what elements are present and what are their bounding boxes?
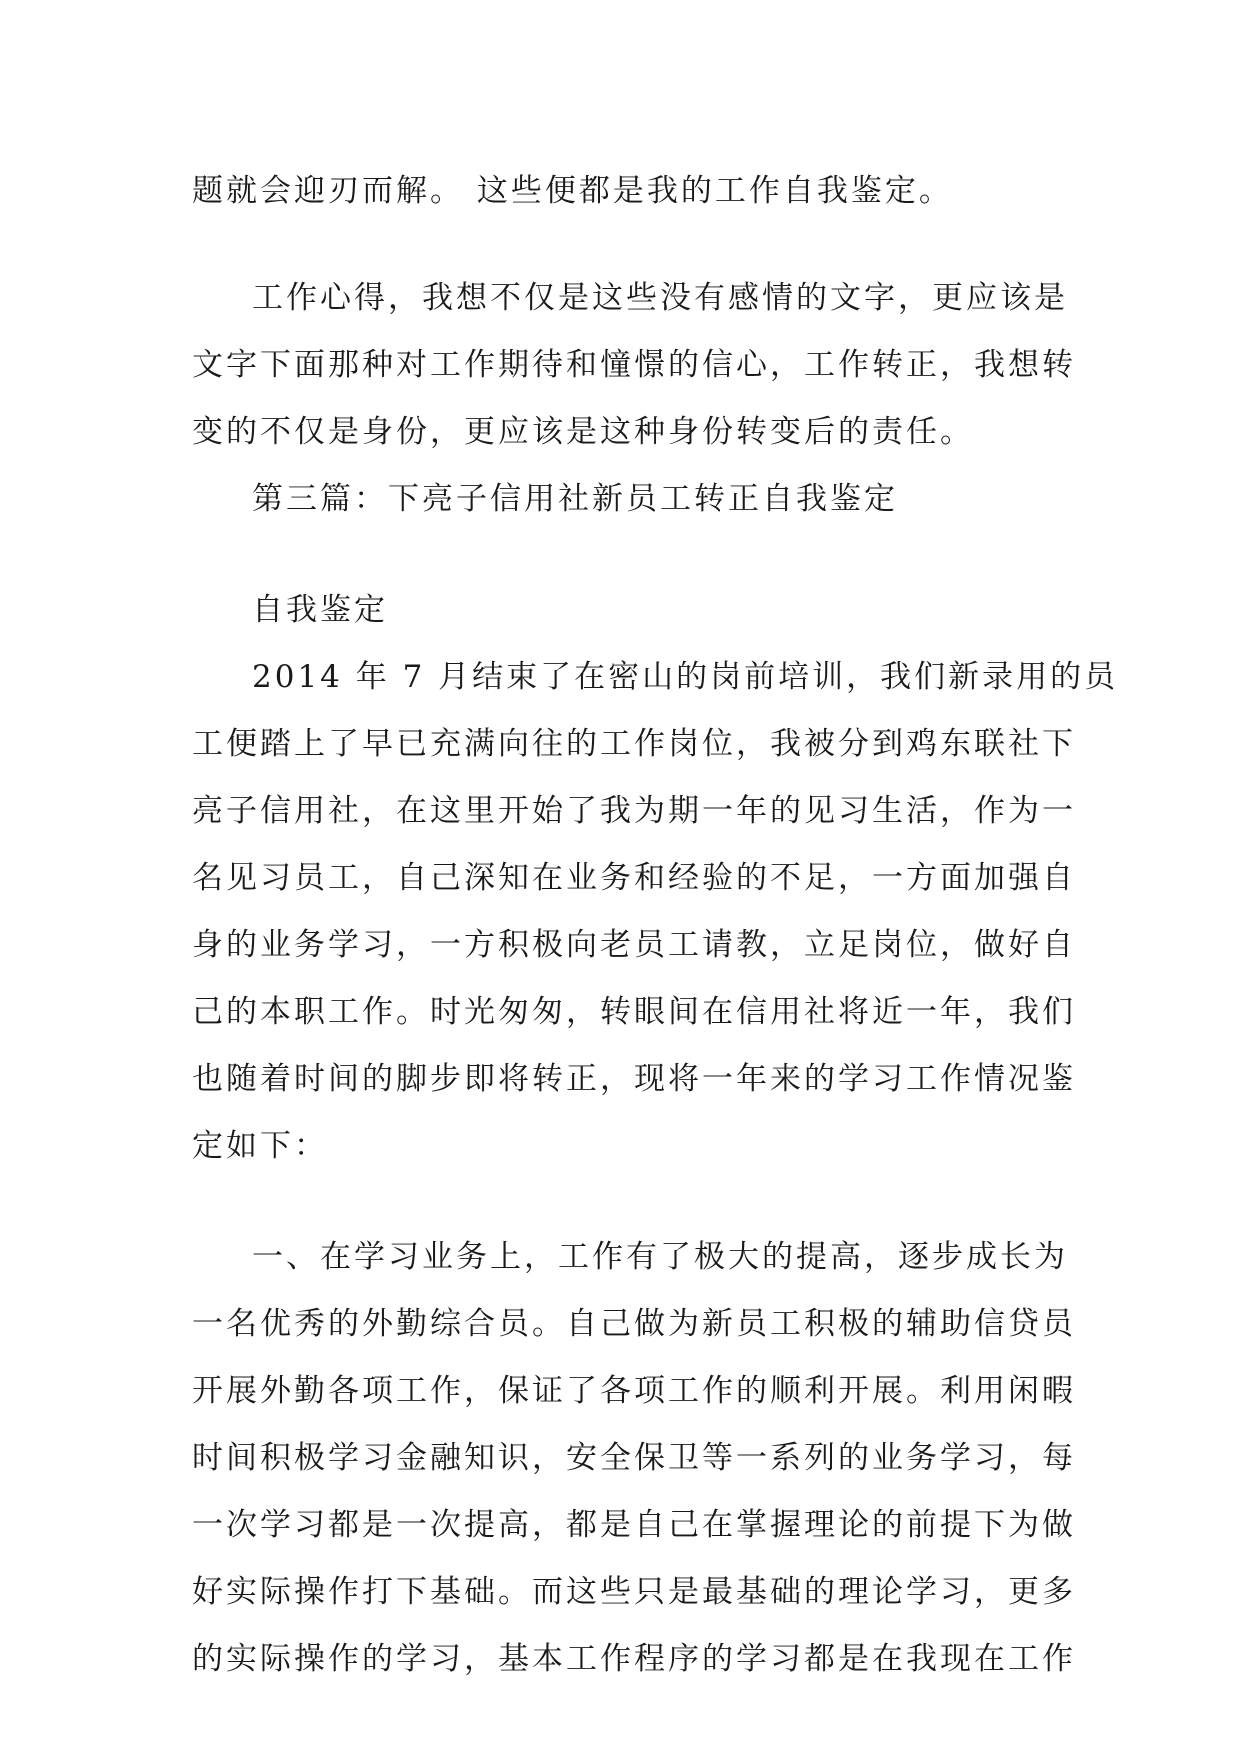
text-line: 文字下面那种对工作期待和憧憬的信心，工作转正，我想转 [192,347,1076,383]
text-line: 自我鉴定 [252,592,388,628]
text-line: 时间积极学习金融知识，安全保卫等一系列的业务学习，每 [192,1440,1076,1476]
text-line: 一、在学习业务上，工作有了极大的提高，逐步成长为 [252,1239,1068,1275]
text-line: 一名优秀的外勤综合员。自己做为新员工积极的辅助信贷员 [192,1306,1076,1342]
text-line: 2014 年 7 月结束了在密山的岗前培训，我们新录用的员 [252,659,1119,695]
section-heading [192,577,1050,644]
reflection-paragraph [192,265,1076,466]
body-paragraph-1 [192,644,1119,1180]
text-line: 一次学习都是一次提高，都是自己在掌握理论的前提下为做 [192,1507,1076,1543]
text-line: 也随着时间的脚步即将转正，现将一年来的学习工作情况鉴 [192,1061,1076,1097]
text-line: 亮子信用社，在这里开始了我为期一年的见习生活，作为一 [192,793,1076,829]
text-line: 第三篇：下亮子信用社新员工转正自我鉴定 [252,481,898,517]
text-line: 工便踏上了早已充满向往的工作岗位，我被分到鸡东联社下 [192,726,1076,762]
text-line: 题就会迎刃而解。 这些便都是我的工作自我鉴定。 [192,173,953,209]
text-line: 的实际操作的学习，基本工作程序的学习都是在我现在工作 [192,1641,1076,1677]
body-paragraph-2 [192,1224,1076,1693]
text-line: 变的不仅是身份，更应该是这种身份转变后的责任。 [192,414,974,450]
article-title [192,466,1050,533]
text-line: 工作心得，我想不仅是这些没有感情的文字，更应该是 [252,280,1068,316]
text-line: 身的业务学习，一方积极向老员工请教，立足岗位，做好自 [192,927,1076,963]
text-line: 定如下： [192,1128,328,1164]
document-body [192,158,1119,1693]
text-line: 己的本职工作。时光匆匆，转眼间在信用社将近一年，我们 [192,994,1076,1030]
text-line: 开展外勤各项工作，保证了各项工作的顺利开展。利用闲暇 [192,1373,1076,1409]
text-line: 好实际操作打下基础。而这些只是最基础的理论学习，更多 [192,1574,1076,1610]
text-line: 名见习员工，自己深知在业务和经验的不足，一方面加强自 [192,860,1076,896]
intro-paragraph [192,158,1050,225]
